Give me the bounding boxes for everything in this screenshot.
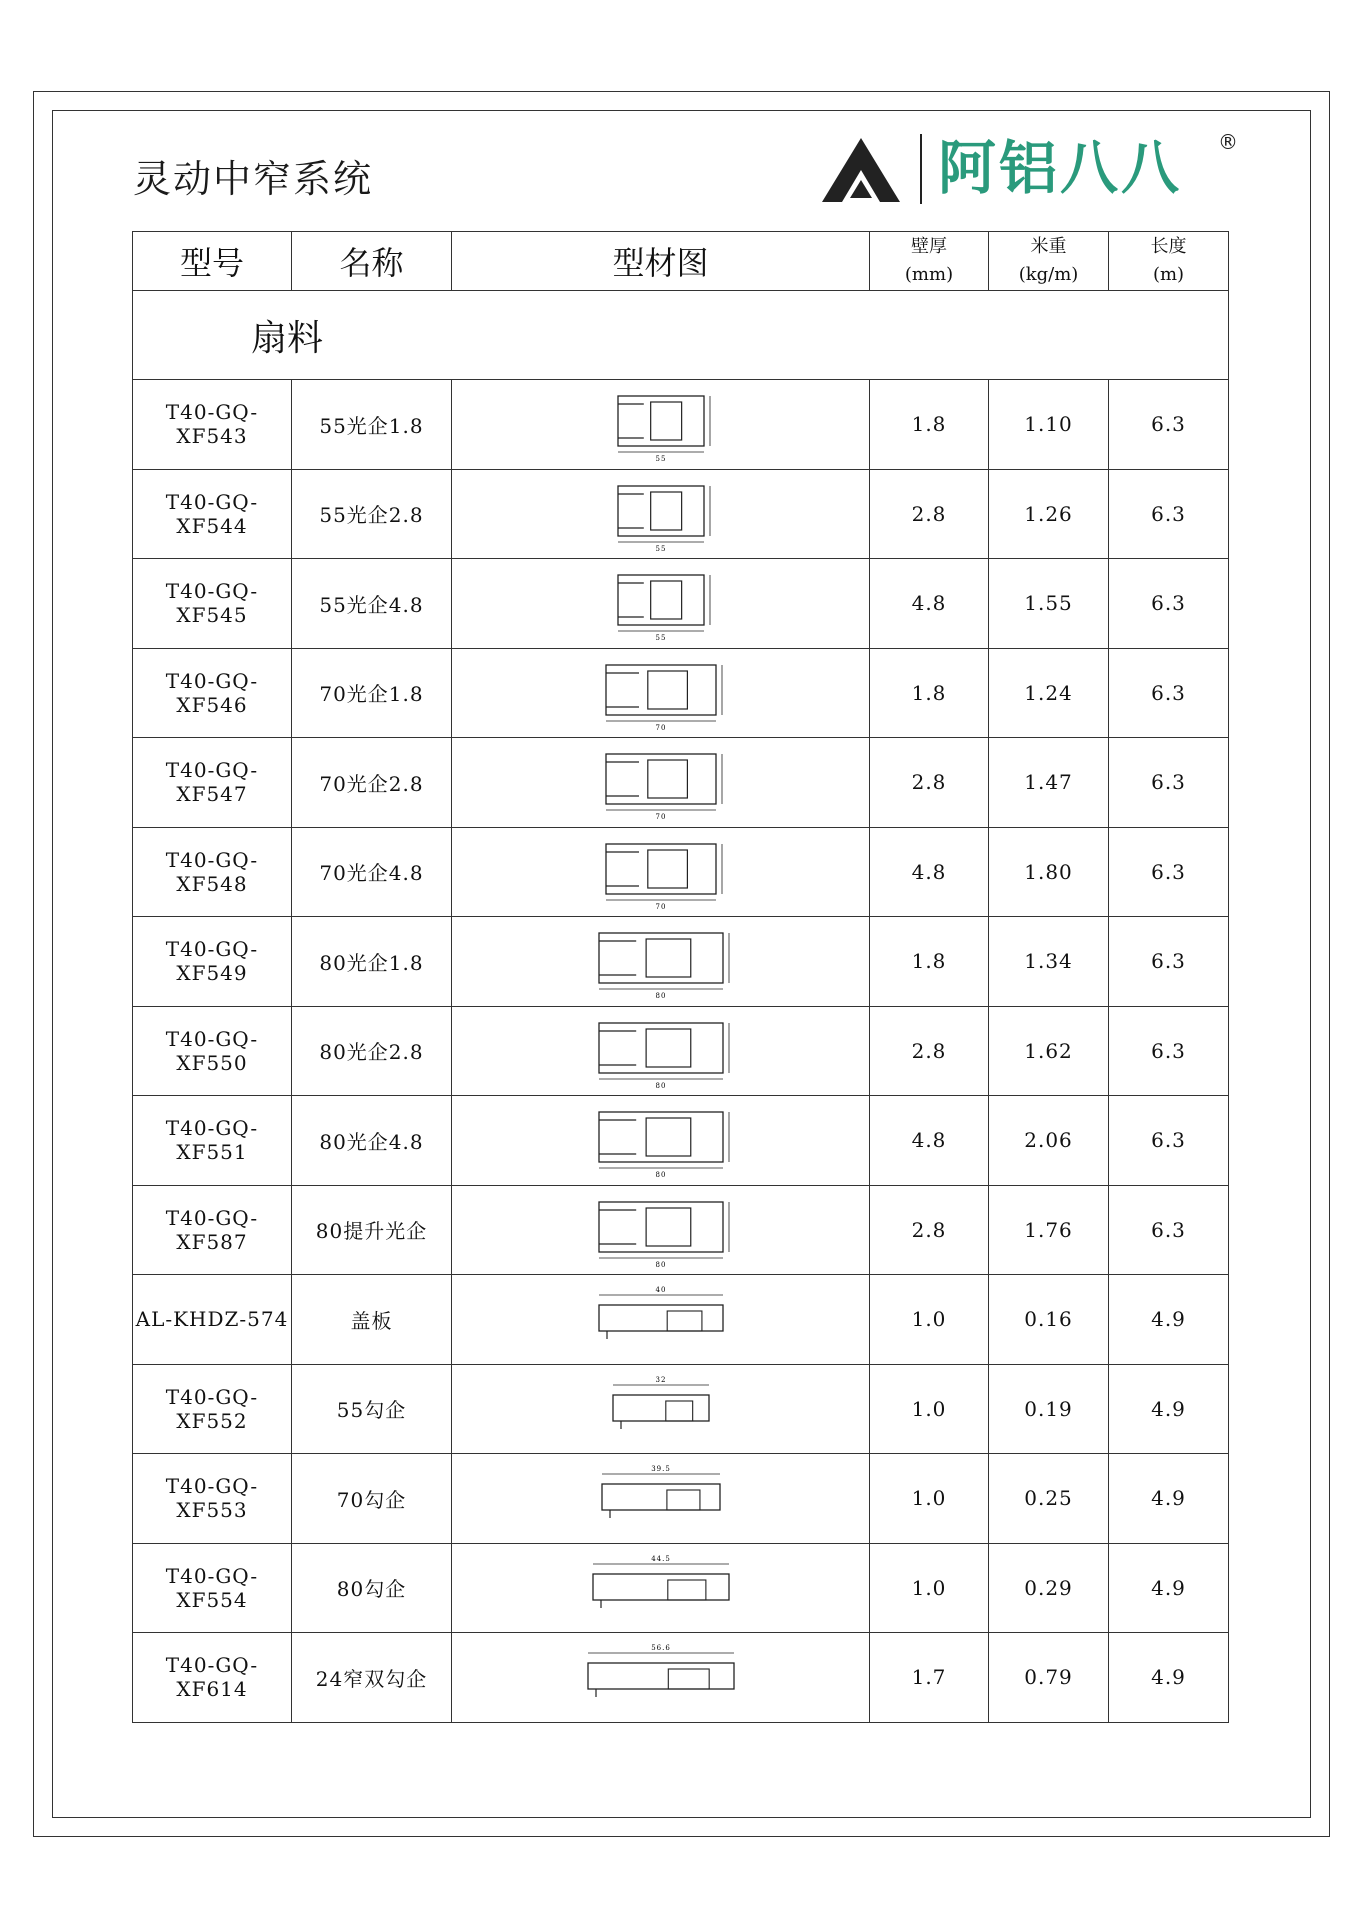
profile-drawing-cell (452, 469, 870, 559)
section-row (133, 291, 1229, 380)
cell-model: T40-GQ-XF554 (133, 1543, 292, 1633)
cell-model: AL-KHDZ-574 (133, 1275, 292, 1365)
cell-thickness: 1.8 (870, 648, 989, 738)
dimension-label: 55 (655, 544, 666, 553)
cell-thickness: 1.0 (870, 1543, 989, 1633)
dimension-label: 32 (655, 1375, 666, 1384)
dimension-label: 55 (655, 455, 666, 464)
table-row (133, 1364, 1229, 1454)
cell-length: 4.9 (1109, 1454, 1229, 1544)
cell-name: 80光企2.8 (292, 1006, 452, 1096)
dimension-label: 39.5 (650, 1465, 671, 1474)
table-row (133, 1006, 1229, 1096)
profile-drawing-cell (452, 827, 870, 917)
cell-weight: 1.47 (989, 738, 1109, 828)
profile-drawing (566, 742, 756, 822)
profile-drawing-cell (452, 1006, 870, 1096)
cell-name: 24窄双勾企 (292, 1633, 452, 1723)
cell-name: 盖板 (292, 1275, 452, 1365)
cell-name: 80光企4.8 (292, 1096, 452, 1186)
table-row (133, 559, 1229, 649)
profile-drawing (566, 1190, 756, 1270)
cell-model: T40-GQ-XF547 (133, 738, 292, 828)
dimension-label: 44.5 (650, 1554, 671, 1563)
header-model: 型号 (133, 232, 292, 291)
cell-thickness: 2.8 (870, 1185, 989, 1275)
cell-name: 70光企4.8 (292, 827, 452, 917)
cell-length: 6.3 (1109, 917, 1229, 1007)
profile-drawing-cell (452, 1633, 870, 1723)
cell-weight: 1.55 (989, 559, 1109, 649)
profile-drawing-cell (452, 559, 870, 649)
cell-thickness: 4.8 (870, 559, 989, 649)
header-row (133, 232, 1229, 291)
table-row (133, 1096, 1229, 1186)
cell-name: 55光企1.8 (292, 380, 452, 470)
dimension-label: 80 (655, 1081, 666, 1090)
header-weight-unit: (kg/m) (1018, 264, 1079, 285)
profile-drawing-cell (452, 1543, 870, 1633)
dimension-label: 56.6 (650, 1644, 671, 1653)
cell-weight: 0.79 (989, 1633, 1109, 1723)
cell-weight: 1.34 (989, 917, 1109, 1007)
cell-model: T40-GQ-XF553 (133, 1454, 292, 1544)
header-length (1109, 232, 1229, 291)
profile-drawing-cell (452, 738, 870, 828)
header-length-unit: (m) (1152, 264, 1185, 285)
header-weight (989, 232, 1109, 291)
table-row (133, 1454, 1229, 1544)
cell-thickness: 4.8 (870, 1096, 989, 1186)
table-row (133, 1633, 1229, 1723)
profile-drawing (566, 1458, 756, 1538)
dimension-label: 80 (655, 1260, 666, 1269)
dimension-label: 55 (655, 634, 666, 643)
cell-weight: 1.10 (989, 380, 1109, 470)
dimension-label: 80 (655, 992, 666, 1001)
table-row (133, 738, 1229, 828)
cell-thickness: 4.8 (870, 827, 989, 917)
profile-drawing (566, 832, 756, 912)
cell-model: T40-GQ-XF550 (133, 1006, 292, 1096)
table-row (133, 1543, 1229, 1633)
cell-weight: 0.25 (989, 1454, 1109, 1544)
cell-thickness: 1.8 (870, 917, 989, 1007)
header-drawing: 型材图 (452, 232, 870, 291)
cell-name: 55光企4.8 (292, 559, 452, 649)
profile-drawing (566, 563, 756, 643)
cell-weight: 0.16 (989, 1275, 1109, 1365)
cell-model: T40-GQ-XF543 (133, 380, 292, 470)
table-row (133, 917, 1229, 1007)
dimension-label: 40 (655, 1286, 666, 1295)
cell-model: T40-GQ-XF552 (133, 1364, 292, 1454)
table-row (133, 469, 1229, 559)
dimension-label: 80 (655, 1171, 666, 1180)
cell-length: 6.3 (1109, 559, 1229, 649)
header-wall-thickness-label: 壁厚 (911, 236, 947, 257)
brand-triangle-icon (820, 136, 902, 204)
cell-thickness: 1.0 (870, 1364, 989, 1454)
table-row (133, 380, 1229, 470)
cell-name: 80提升光企 (292, 1185, 452, 1275)
cell-name: 70光企2.8 (292, 738, 452, 828)
cell-length: 4.9 (1109, 1633, 1229, 1723)
cell-weight: 1.76 (989, 1185, 1109, 1275)
cell-weight: 1.62 (989, 1006, 1109, 1096)
cell-length: 6.3 (1109, 1185, 1229, 1275)
table-row (133, 1275, 1229, 1365)
profile-drawing (566, 653, 756, 733)
document-title: 灵动中窄系统 (133, 157, 374, 201)
cell-name: 55勾企 (292, 1364, 452, 1454)
cell-length: 6.3 (1109, 1006, 1229, 1096)
cell-length: 6.3 (1109, 738, 1229, 828)
spec-table (132, 231, 1229, 1723)
header-wall-thickness (870, 232, 989, 291)
cell-thickness: 2.8 (870, 1006, 989, 1096)
cell-model: T40-GQ-XF549 (133, 917, 292, 1007)
cell-model: T40-GQ-XF587 (133, 1185, 292, 1275)
cell-name: 70勾企 (292, 1454, 452, 1544)
profile-drawing-cell (452, 917, 870, 1007)
cell-weight: 1.26 (989, 469, 1109, 559)
cell-name: 80勾企 (292, 1543, 452, 1633)
profile-drawing (566, 921, 756, 1001)
cell-length: 4.9 (1109, 1543, 1229, 1633)
cell-length: 6.3 (1109, 827, 1229, 917)
header-name: 名称 (292, 232, 452, 291)
profile-drawing-cell (452, 1096, 870, 1186)
cell-weight: 1.80 (989, 827, 1109, 917)
table-row (133, 1185, 1229, 1275)
brand-logo (820, 128, 1240, 208)
profile-drawing (566, 474, 756, 554)
cell-model: T40-GQ-XF551 (133, 1096, 292, 1186)
cell-weight: 2.06 (989, 1096, 1109, 1186)
cell-thickness: 2.8 (870, 738, 989, 828)
dimension-label: 70 (655, 813, 666, 822)
cell-model: T40-GQ-XF548 (133, 827, 292, 917)
brand-name: 阿铝八八 (938, 134, 1183, 202)
cell-thickness: 1.8 (870, 380, 989, 470)
table-row (133, 648, 1229, 738)
profile-drawing (566, 1369, 756, 1449)
cell-model: T40-GQ-XF546 (133, 648, 292, 738)
cell-name: 55光企2.8 (292, 469, 452, 559)
profile-drawing (566, 384, 756, 464)
profile-drawing-cell (452, 1454, 870, 1544)
cell-model: T40-GQ-XF545 (133, 559, 292, 649)
profile-drawing-cell (452, 1185, 870, 1275)
cell-thickness: 2.8 (870, 469, 989, 559)
profile-drawing-cell (452, 1275, 870, 1365)
cell-thickness: 1.0 (870, 1454, 989, 1544)
table-row (133, 827, 1229, 917)
cell-model: T40-GQ-XF544 (133, 469, 292, 559)
cell-thickness: 1.7 (870, 1633, 989, 1723)
cell-weight: 0.19 (989, 1364, 1109, 1454)
profile-drawing-cell (452, 380, 870, 470)
header-wall-thickness-unit: (mm) (904, 264, 954, 285)
header-weight-label: 米重 (1030, 236, 1067, 257)
cell-length: 6.3 (1109, 648, 1229, 738)
cell-length: 4.9 (1109, 1275, 1229, 1365)
profile-drawing (566, 1279, 756, 1359)
section-title: 扇料 (133, 291, 1229, 380)
profile-drawing (566, 1011, 756, 1091)
profile-drawing-cell (452, 1364, 870, 1454)
profile-drawing (566, 1548, 756, 1628)
profile-drawing-cell (452, 648, 870, 738)
cell-length: 6.3 (1109, 469, 1229, 559)
cell-thickness: 1.0 (870, 1275, 989, 1365)
profile-drawing (566, 1637, 756, 1717)
dimension-label: 70 (655, 902, 666, 911)
logo-divider (920, 134, 922, 204)
cell-length: 6.3 (1109, 380, 1229, 470)
cell-name: 70光企1.8 (292, 648, 452, 738)
cell-length: 4.9 (1109, 1364, 1229, 1454)
profile-drawing (566, 1100, 756, 1180)
cell-weight: 0.29 (989, 1543, 1109, 1633)
header-length-label: 长度 (1150, 236, 1187, 257)
cell-name: 80光企1.8 (292, 917, 452, 1007)
cell-weight: 1.24 (989, 648, 1109, 738)
cell-model: T40-GQ-XF614 (133, 1633, 292, 1723)
dimension-label: 70 (655, 723, 666, 732)
cell-length: 6.3 (1109, 1096, 1229, 1186)
registered-mark: ® (1218, 130, 1238, 154)
